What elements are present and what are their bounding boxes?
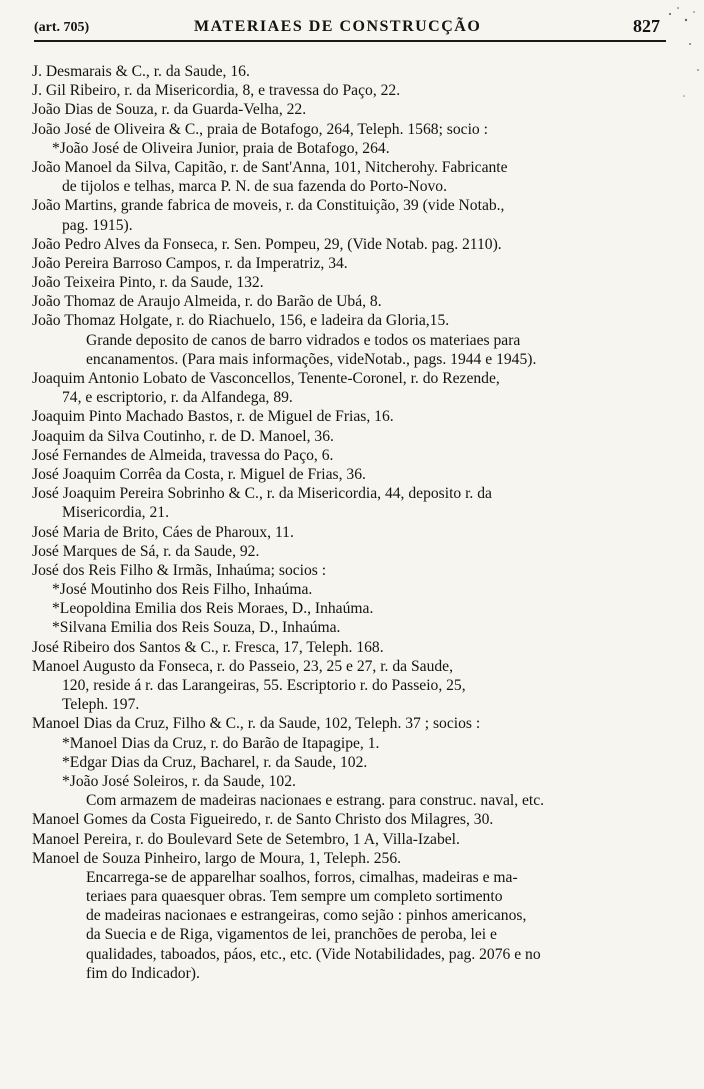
entry-line: *Manoel Dias da Cruz, r. do Barão de Itapagipe, 1. — [62, 734, 380, 752]
page-number: 827 — [633, 16, 660, 36]
entry-line: José Joaquim Pereira Sobrinho & C., r. da Misericordia, 44, deposito r. da — [32, 485, 492, 503]
entry-line: fim do Indicador). — [86, 964, 200, 982]
entry-line: encanamentos. (Para mais informações, videNotab., pags. 1944 e 1945). — [86, 350, 537, 368]
entry-line: José Ribeiro dos Santos & C., r. Fresca, 17, Teleph. 168. — [32, 638, 384, 656]
entry-line: 120, reside á r. das Larangeiras, 55. Escriptorio r. do Passeio, 25, — [62, 677, 466, 694]
entry-line: *Silvana Emilia dos Reis Souza, D., Inhaúma. — [52, 619, 341, 637]
entry-line: Grande deposito de canos de barro vidrados e todos os materiaes para — [86, 331, 521, 349]
entry-line: pag. 1915). — [62, 216, 133, 234]
entry-line: Teleph. 197. — [62, 696, 140, 714]
entry-line: Joaquim Antonio Lobato de Vasconcellos, Tenente-Coronel, r. do Rezende, — [32, 370, 500, 387]
entry-line: Manoel Gomes da Costa Figueiredo, r. de Santo Christo dos Milagres, 30. — [32, 811, 494, 829]
entry-line: Manoel Augusto da Fonseca, r. do Passeio, 23, 25 e 27, r. da Saude, — [32, 657, 453, 675]
entry-line: João Teixeira Pinto, r. da Saude, 132. — [32, 274, 264, 292]
entry-line: José dos Reis Filho & Irmãs, Inhaúma; socios : — [32, 561, 327, 579]
entry-line: da Suecia e de Riga, vigamentos de lei, pranchões de peroba, lei e — [86, 926, 497, 944]
entry-line: João Dias de Souza, r. da Guarda-Velha, 22. — [32, 101, 307, 119]
page-title: MATERIAES DE CONSTRUCÇÃO — [194, 18, 482, 35]
entry-line: João Pereira Barroso Campos, r. da Imperatriz, 34. — [32, 254, 348, 272]
entry-line: José Fernandes de Almeida, travessa do Paço, 6. — [32, 446, 334, 464]
entry-line: João Thomaz de Araujo Almeida, r. do Barão de Ubá, 8. — [32, 293, 382, 311]
entry-line: João José de Oliveira & C., praia de Botafogo, 264, Teleph. 1568; socio : — [32, 120, 488, 138]
entry-line: 74, e escriptorio, r. da Alfandega, 89. — [62, 389, 293, 407]
entry-line: J. Desmarais & C., r. da Saude, 16. — [32, 63, 250, 80]
entry-line: João Manoel da Silva, Capitão, r. de Sant'Anna, 101, Nitcherohy. Fabricante — [32, 158, 508, 176]
entry-line: João Martins, grande fabrica de moveis, r. da Constituição, 39 (vide Notab., — [32, 197, 505, 215]
entry-line: Com armazem de madeiras nacionaes e estrang. para construc. naval, etc. — [86, 792, 545, 810]
entry-line: Manoel Pereira, r. do Boulevard Sete de Setembro, 1 A, Villa-Izabel. — [32, 830, 460, 848]
entry-line: *José Moutinho dos Reis Filho, Inhaúma. — [52, 581, 313, 599]
entry-line: João Thomaz Holgate, r. do Riachuelo, 156, e ladeira da Gloria,15. — [32, 312, 450, 330]
entry-line: Encarrega-se de apparelhar soalhos, forros, cimalhas, madeiras e ma- — [86, 868, 518, 886]
entry-line: Manoel Dias da Cruz, Filho & C., r. da Saude, 102, Teleph. 37 ; socios : — [32, 715, 481, 733]
article-number: (art. 705) — [34, 20, 90, 35]
entry-line: teriaes para quaesquer obras. Tem sempre um completo sortimento — [86, 888, 503, 906]
entry-line: Joaquim Pinto Machado Bastos, r. de Miguel de Frias, 16. — [32, 408, 394, 426]
entry-line: *Edgar Dias da Cruz, Bacharel, r. da Saude, 102. — [62, 753, 368, 771]
entries-list — [22, 62, 674, 983]
entry-line: *João José Soleiros, r. da Saude, 102. — [62, 772, 296, 790]
entry-line: de madeiras nacionaes e estrangeiras, como sejão : pinhos americanos, — [86, 907, 527, 925]
entry-line: J. Gil Ribeiro, r. da Misericordia, 8, e travessa do Paço, 22. — [32, 82, 401, 100]
entry-line: Manoel de Souza Pinheiro, largo de Moura, 1, Teleph. 256. — [32, 849, 402, 867]
entry-line: José Maria de Brito, Cáes de Pharoux, 11. — [32, 523, 294, 541]
entry-line: de tijolos e telhas, marca P. N. de sua fazenda do Porto-Novo. — [62, 178, 447, 196]
entry-line: João Pedro Alves da Fonseca, r. Sen. Pompeu, 29, (Vide Notab. pag. 2110). — [32, 235, 502, 253]
entry-line: *João José de Oliveira Junior, praia de Botafogo, 264. — [52, 139, 390, 157]
entry-line: José Joaquim Corrêa da Costa, r. Miguel de Frias, 36. — [32, 465, 366, 483]
page-header — [34, 16, 666, 42]
entry-line: qualidades, taboados, páos, etc., etc. (Vide Notabilidades, pag. 2076 e no — [86, 945, 541, 963]
entry-line: José Marques de Sá, r. da Saude, 92. — [32, 542, 260, 560]
entry-line: *Leopoldina Emilia dos Reis Moraes, D., Inhaúma. — [52, 600, 374, 618]
entry-line: Joaquim da Silva Coutinho, r. de D. Manoel, 36. — [32, 427, 334, 445]
entry-line: Misericordia, 21. — [62, 504, 169, 522]
